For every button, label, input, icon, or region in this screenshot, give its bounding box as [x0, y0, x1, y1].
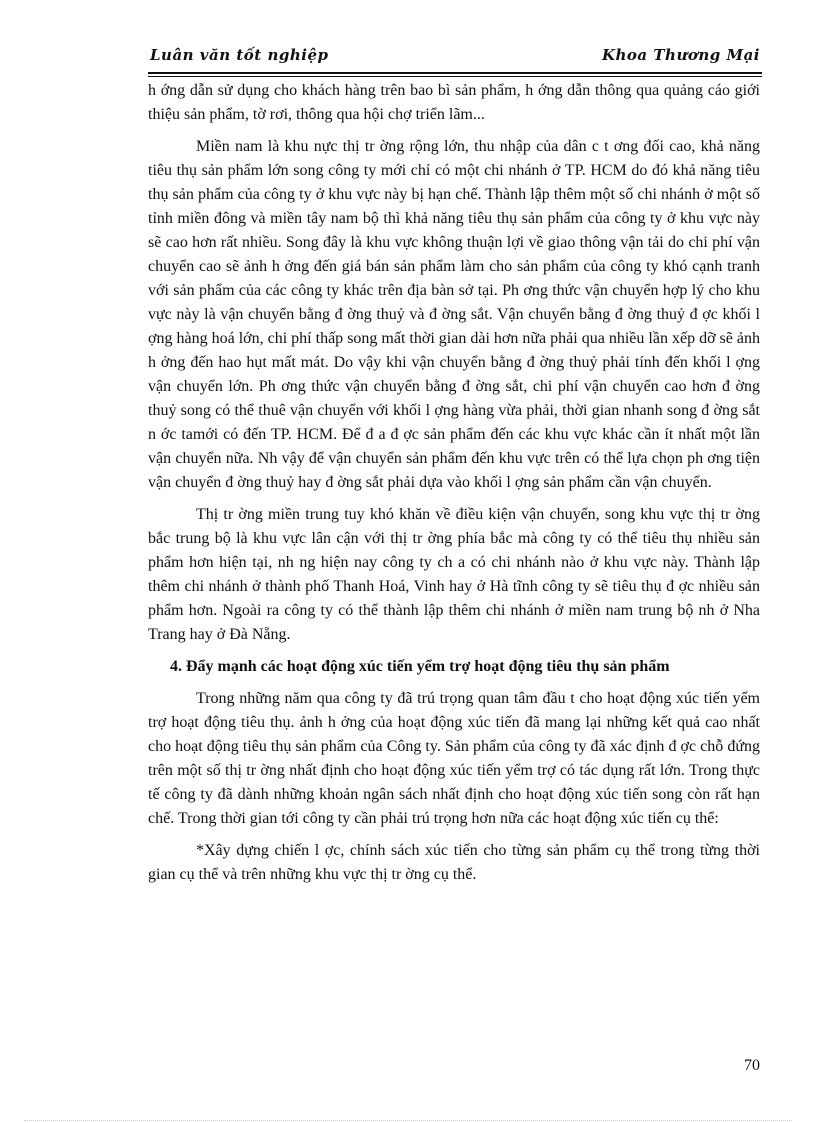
paragraph-promotion: Trong những năm qua công ty đã trú trọng quan tâm đầu t cho hoạt động xúc tiến yểm trợ hoạt động tiêu thụ. ảnh h ởng của hoạt động xúc tiến đã mang lại những kết quả cao nhất cho hoạt động tiêu thụ sản phẩm của Công ty. Sản phẩm của công ty đã xác định đ ợc chỗ đứng trên một số thị tr ờng nhất định cho hoạt động xúc tiến yểm trợ có tác dụng rất lớn. Trong thực tế công ty đã dành những khoản ngân sách nhất định cho hoạt động xúc tiến song còn rất hạn chế. Trong thời gian tới công ty cần phải trú trọng hơn nữa các hoạt động xúc tiến cụ thể:	[148, 690, 760, 827]
paragraph-continued: h ớng dẫn sử dụng cho khách hàng trên bao bì sản phẩm, h ớng dẫn thông qua quảng cáo giới thiệu sản phẩm, tờ rơi, thông qua hội chợ triển lãm...	[148, 82, 760, 123]
section-heading: 4. Đẩy mạnh các hoạt động xúc tiến yểm trợ hoạt động tiêu thụ sản phẩm	[170, 658, 670, 675]
body-text	[148, 79, 760, 895]
page-footer-rule	[24, 1120, 792, 1121]
header-rule	[148, 72, 762, 74]
page-header	[146, 44, 762, 72]
header-thesis-title: Luân văn tốt nghiệp	[150, 46, 329, 64]
paragraph-south-market: Miền nam là khu nực thị tr ờng rộng lớn, thu nhập của dân c t ơng đối cao, khả năng tiêu thụ sản phẩm lớn song công ty mới chỉ có một chi nhánh ở TP. HCM do đó khả năng tiêu thụ sản phẩm của công ty ở khu vực này bị hạn chế. Thành lập thêm một số chi nhánh ở một số tỉnh miền đông và miền tây nam bộ thì khả năng tiêu thụ sản phẩm của công ty ở khu vực này sẽ cao hơn rất nhiều. Song đây là khu vực không thuận lợi về giao thông vận tải do chi phí vận chuyển cao sẽ ảnh h ởng đến giá bán sản phẩm làm cho sản phẩm của công ty khó cạnh tranh với sản phẩm của các công ty khác trên địa bàn sở tại. Ph ơng thức vận chuyển hợp lý cho khu vực này là vận chuyển bằng đ ờng thuỷ và đ ờng sắt. Vận chuyển bằng đ ờng thuỷ đ ợc khối l ợng hàng hoá lớn, chi phí thấp song mất thời gian dài hơn nữa phải qua nhiều lần xếp dỡ sẽ ảnh h ởng đến hao hụt mất mát. Do vậy khi vận chuyển bằng đ ờng thuỷ phải tính đến khối l ợng vận chuyển lớn. Ph ơng thức vận chuyển bằng đ ờng sắt, chi phí vận chuyển cao hơn đ ờng thuỷ song có thể thuê vận chuyển với khối l ợng hàng vừa phải, thời gian nhanh song đ ờng sắt n ớc tamới có đến TP. HCM. Để đ a đ ợc sản phẩm đến các khu vực khác cần ít nhất một lần vận chuyển nữa. Nh vậy để vận chuyển sản phẩm đến khu vực trên có thể lựa chọn ph ơng tiện vận chuyển đ ờng thuỷ hay đ ờng sắt phải dựa vào khối l ợng sản phẩm cần vận chuyển.	[148, 138, 760, 491]
paragraph-central-market: Thị tr ờng miền trung tuy khó khăn về điều kiện vận chuyển, song khu vực thị tr ờng bắc trung bộ là khu vực lân cận với thị tr ờng phía bắc mà công ty có thể tiêu thụ nhiều sản phẩm hơn hiện tại, nh ng hiện nay công ty ch a có chi nhánh nào ở khu vực này. Thành lập thêm chi nhánh ở thành phố Thanh Hoá, Vinh hay ở Hà tĩnh công ty sẽ tiêu thụ đ ợc nhiều sản phẩm hơn. Ngoài ra công ty có thể thành lập thêm chi nhánh ở miền nam trung bộ nh ở Nha Trang hay ở Đà Nẵng.	[148, 506, 760, 643]
paragraph-strategy-item: *Xây dựng chiến l ợc, chính sách xúc tiến cho từng sản phẩm cụ thể trong từng thời gian cụ thể và trên những khu vực thị tr ờng cụ thể.	[148, 842, 760, 883]
page-number: 70	[744, 1057, 760, 1074]
header-faculty: Khoa Thương Mại	[601, 46, 760, 64]
header-rule-thin	[148, 76, 762, 77]
